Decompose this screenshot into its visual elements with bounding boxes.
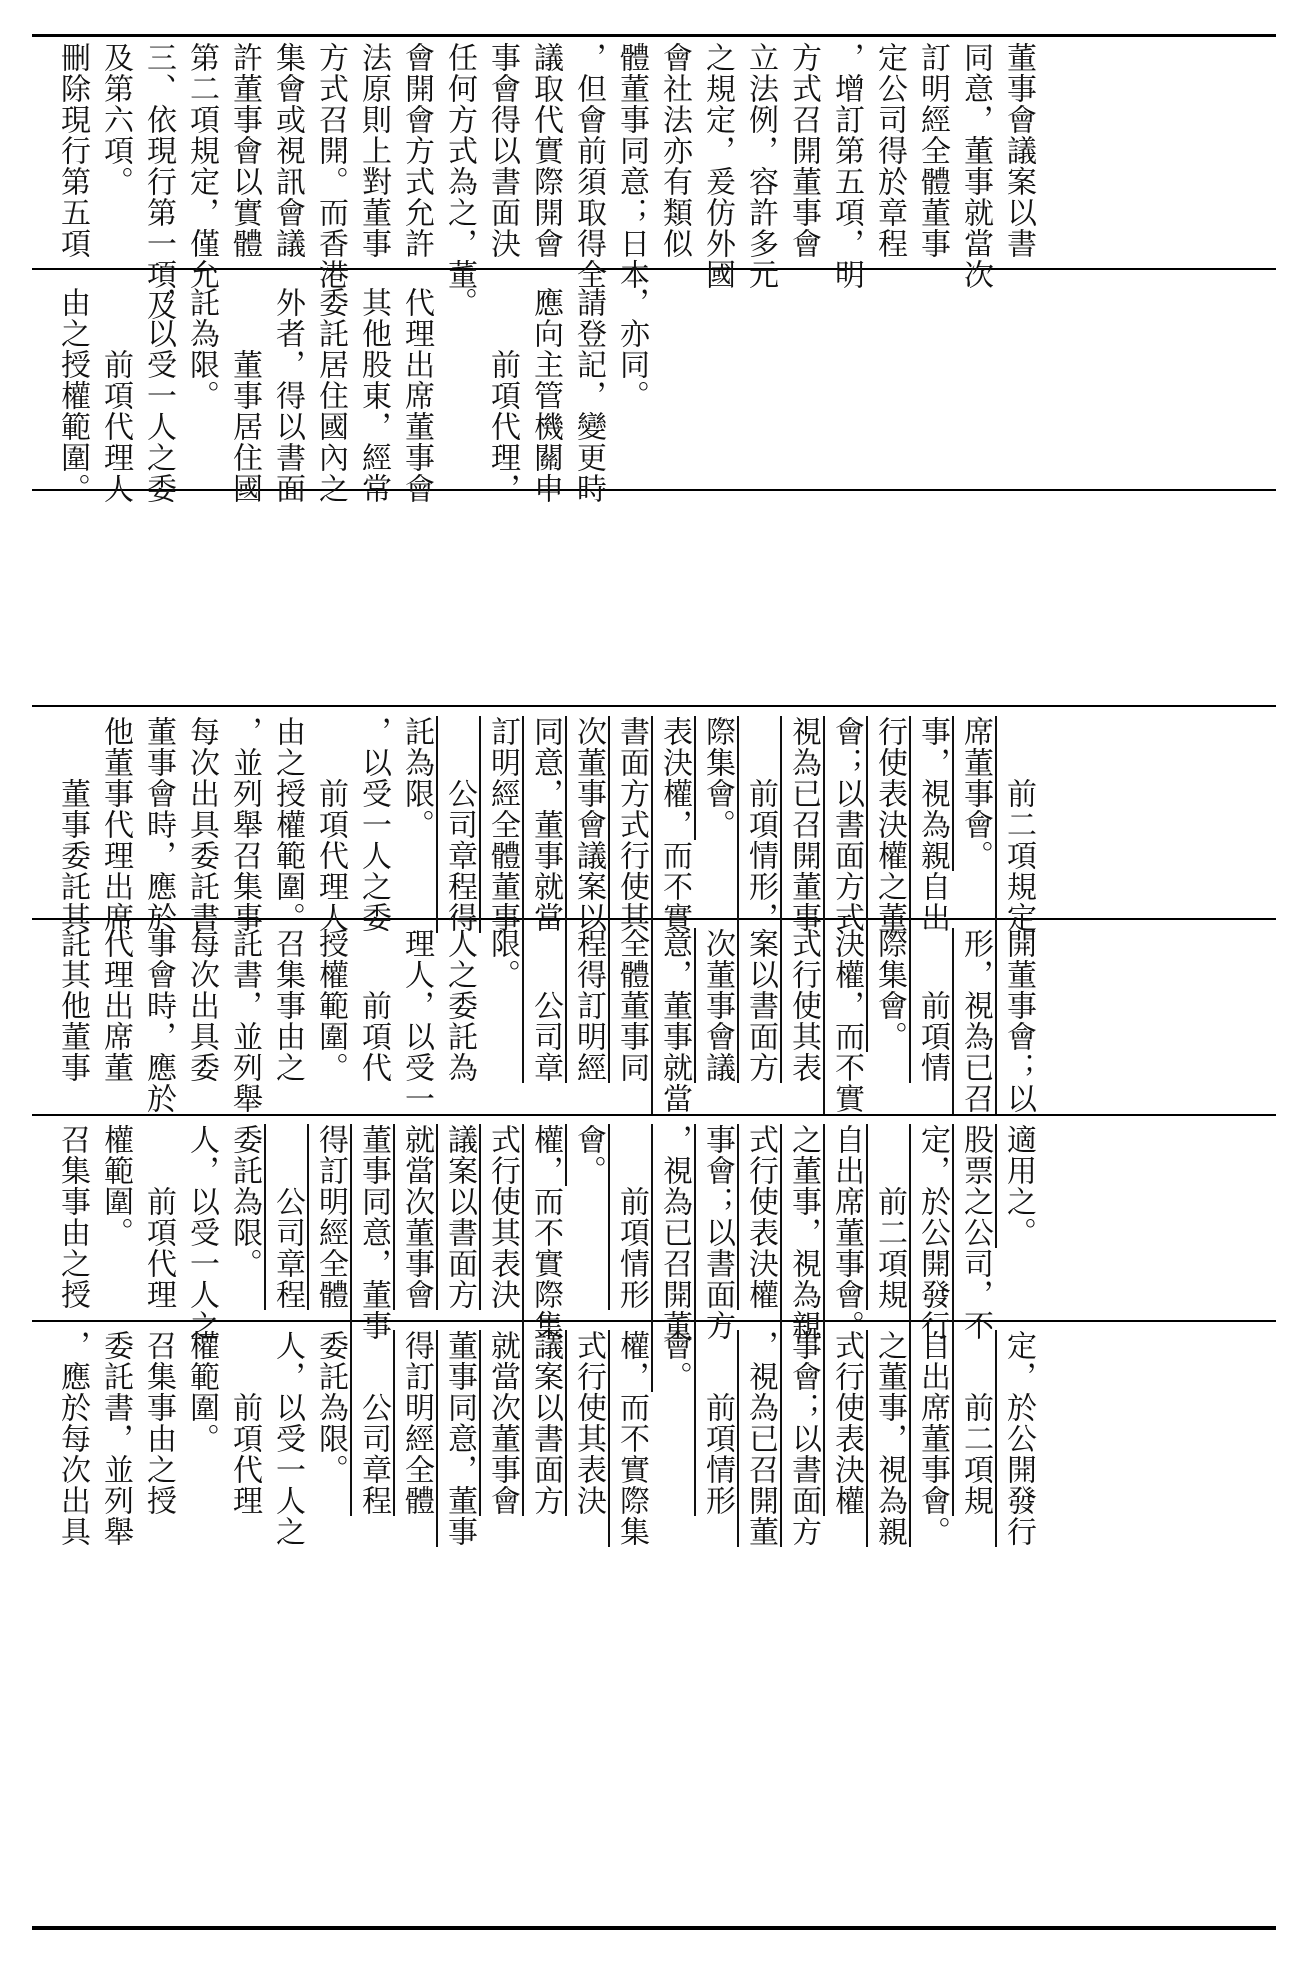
text-column: 每次出具委 (184, 928, 219, 1083)
text-column: 託書，並列舉 (227, 928, 262, 1114)
text-column: 事會時，應於 (141, 928, 176, 1114)
text-column: 案以書面方 (743, 928, 778, 1083)
text-column: 議案以書面方 (442, 1124, 477, 1310)
text-column: ，視為已召開董 (743, 1330, 778, 1547)
text-column: 前項代理人 (313, 716, 348, 933)
text-column: 議取代實際開會 (528, 42, 563, 259)
text-column: 之規定，爰仿外國 (700, 42, 735, 290)
text-column: 委託為限。 (227, 1124, 262, 1279)
text-column: 式行使表決權 (743, 1124, 778, 1310)
text-column: 公司章 (528, 928, 563, 1083)
text-column: 會社法亦有類似 (657, 42, 692, 259)
text-column: 形，視為已召 (958, 928, 993, 1114)
text-column: 公司章程 (356, 1330, 391, 1516)
text-column: 式行使其表決 (571, 1330, 606, 1516)
text-column: 限。 (485, 928, 520, 990)
text-column: ，亦同。 (614, 287, 649, 411)
text-column: 前項代理人 (98, 287, 133, 504)
text-column: 事會；以書面方 (786, 1330, 821, 1547)
text-column: 開董事會；以 (1001, 928, 1036, 1114)
text-column: 次董事會議 (700, 928, 735, 1083)
text-column: 前二項規 (958, 1330, 993, 1516)
text-column: 人之委託為 (442, 928, 477, 1083)
text-column: 股票之公司，不 (958, 1124, 993, 1341)
text-column: 前項情形， (743, 716, 778, 933)
text-column: 委託書，並列舉 (98, 1330, 133, 1547)
text-column: 式行使表決權 (829, 1330, 864, 1516)
text-column: ，視為已召開董 (657, 1124, 692, 1341)
text-column: 訂明經全體董事 (485, 716, 520, 933)
text-column: 立法例，容許多元 (743, 42, 778, 290)
text-column: 前項代理 (141, 1124, 176, 1310)
text-column: ，以受一人之委 (141, 287, 176, 504)
text-column: 外者，得以書面 (270, 287, 305, 504)
text-column: 權範圍。 (98, 1124, 133, 1248)
text-column: 方式召開董事會 (786, 42, 821, 259)
text-column: 自出席董事會。 (915, 1330, 950, 1547)
text-column: 權範圍。 (184, 1330, 219, 1454)
text-column: 董事會時，應於 (141, 716, 176, 933)
text-column: 自出席董事會。 (829, 1124, 864, 1341)
text-column: 其他股東，經常 (356, 287, 391, 504)
text-column: 事會；以書面方 (700, 1124, 735, 1341)
text-column: 就當次董事會 (485, 1330, 520, 1516)
text-column: 法原則上對董事 (356, 42, 391, 259)
text-column: 由之授權範圍。 (270, 716, 305, 933)
text-column: 際集會。 (700, 716, 735, 840)
text-column: 董事同意，董事 (442, 1330, 477, 1547)
text-column: 託為限。 (399, 716, 434, 840)
text-column: 式行使其表決 (485, 1124, 520, 1310)
text-column: 適用之。 (1001, 1124, 1036, 1248)
text-column: 事會得以書面決 (485, 42, 520, 259)
text-column: 會開會方式允許 (399, 42, 434, 259)
text-column: 董事會議案以書 (1001, 42, 1036, 259)
text-column: 前二項規 (872, 1124, 907, 1310)
text-column: 之董事，視為親 (786, 1124, 821, 1341)
text-column: 每次出具委託書 (184, 716, 219, 933)
text-column: 前項代 (356, 928, 391, 1083)
text-column: 意，董事就當 (657, 928, 692, 1114)
text-column: 決權，而不實 (829, 928, 864, 1114)
bottom-border-line (32, 1926, 1276, 1930)
text-column: ，並列舉召集事 (227, 716, 262, 933)
bottom-panel-top-line (32, 705, 1276, 707)
text-column: 事，視為親自出 (915, 716, 950, 933)
text-column: 。 (442, 287, 477, 318)
text-column: 之董事，視為親 (872, 1330, 907, 1547)
text-column: 董事委託其 (55, 716, 90, 933)
text-column: 就當次董事會 (399, 1124, 434, 1310)
text-column: 體董事同意；日本 (614, 42, 649, 290)
text-column: 刪除現行第五項 (55, 42, 90, 259)
text-column: 人，以受一人之 (270, 1330, 305, 1547)
text-column: 訂明經全體董事 (915, 42, 950, 259)
text-column: 議案以書面方 (528, 1330, 563, 1516)
text-column: 三、依現行第一項及 (141, 42, 176, 321)
text-column: 得訂明經全體 (399, 1330, 434, 1516)
text-column: 委託為限。 (313, 1330, 348, 1485)
top-panel-bottom-line (32, 489, 1276, 491)
text-column: 會。 (657, 1330, 692, 1392)
text-column: 前項代理， (485, 287, 520, 504)
text-column: 董事居住國 (227, 287, 262, 504)
text-column: 定，於公開發行 (1001, 1330, 1036, 1547)
text-column: 行使表決權之董 (872, 716, 907, 933)
text-column: 託其他董事 (55, 928, 90, 1083)
text-column: 全體董事同 (614, 928, 649, 1083)
text-column: 前項代理 (227, 1330, 262, 1516)
text-column: 理人，以受一 (399, 928, 434, 1114)
text-column: 人，以受一人之 (184, 1124, 219, 1341)
text-column: 書面方式行使其 (614, 716, 649, 933)
text-column: 權，而不實際集 (614, 1330, 649, 1547)
top-border-line (32, 34, 1276, 37)
text-column: 定，於公開發行 (915, 1124, 950, 1341)
text-column: 公司章程 (270, 1124, 305, 1310)
text-column: 表決權，而不實 (657, 716, 692, 933)
text-column: 方式召開。而香港 (313, 42, 348, 290)
text-column: ，應於每次出具 (55, 1330, 90, 1547)
text-column: 權，而不實際集 (528, 1124, 563, 1341)
text-column: 由之授權範圍。 (55, 287, 90, 504)
text-column: 請登記，變更時 (571, 287, 606, 504)
text-column: 式行使其表 (786, 928, 821, 1083)
text-column: 前二項規定 (1001, 716, 1036, 933)
text-column: 董事同意，董事 (356, 1124, 391, 1341)
text-column: 及第六項。 (98, 42, 133, 197)
text-column: 會；以書面方式 (829, 716, 864, 933)
text-column: 授權範圍。 (313, 928, 348, 1083)
text-column: 許董事會以實體 (227, 42, 262, 259)
text-column: 委託居住國內之 (313, 287, 348, 504)
text-column: 任何方式為之，董 (442, 42, 477, 290)
text-column: 同意，董事就當次 (958, 42, 993, 290)
text-column: ，以受一人之委 (356, 716, 391, 933)
text-column: 代理出席董 (98, 928, 133, 1083)
text-column: ，增訂第五項，明 (829, 42, 864, 290)
text-column: 前項情形 (614, 1124, 649, 1310)
text-column: 公司章程得 (442, 716, 477, 933)
text-column: 席董事會。 (958, 716, 993, 871)
text-column: 召集事由之 (270, 928, 305, 1083)
text-column: 第二項規定，僅允 (184, 42, 219, 290)
text-column: 同意，董事就當 (528, 716, 563, 933)
text-column: 會。 (571, 1124, 606, 1186)
bottom-panel-row-divider-2 (32, 1114, 1276, 1116)
text-column: 他董事代理出席 (98, 716, 133, 933)
text-column: 託為限。 (184, 287, 219, 411)
text-column: 前項情形 (700, 1330, 735, 1516)
text-column: ，但會前須取得全 (571, 42, 606, 290)
text-column: 集會或視訊會議 (270, 42, 305, 259)
text-column: 次董事會議案以 (571, 716, 606, 933)
text-column: 前項情 (915, 928, 950, 1083)
text-column: 得訂明經全體 (313, 1124, 348, 1310)
text-column: 召集事由之授 (141, 1330, 176, 1516)
text-column: 視為已召開董事 (786, 716, 821, 933)
text-column: 代理出席董事會 (399, 287, 434, 504)
text-column: 程得訂明經 (571, 928, 606, 1083)
text-column: 應向主管機關申 (528, 287, 563, 504)
text-column: 定公司得於章程 (872, 42, 907, 259)
text-column: 召集事由之授 (55, 1124, 90, 1310)
text-column: 際集會。 (872, 928, 907, 1052)
